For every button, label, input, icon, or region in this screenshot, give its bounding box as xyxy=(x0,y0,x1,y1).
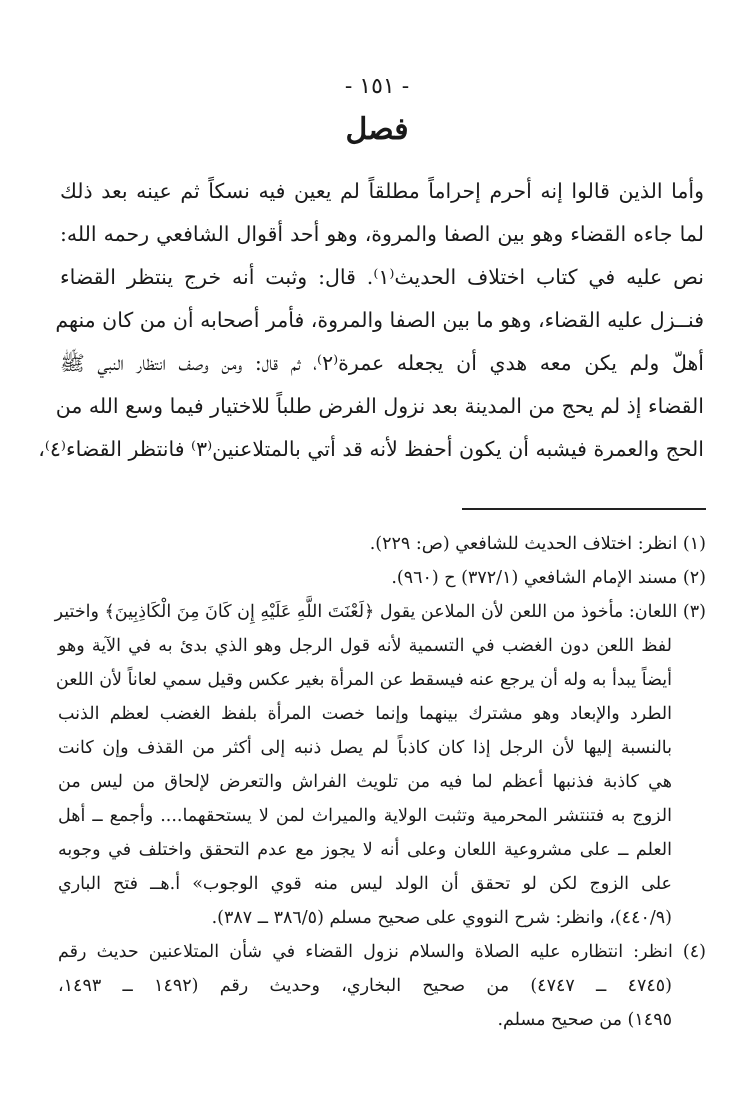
footnote-3: (٣) اللعان: مأخوذ من اللعن لأن الملاعن يقول ﴿لَعْنَتَ اللَّهِ عَلَيْهِ إِن كَانَ مِنَ الْكَاذِبِينَ﴾ واختير xyxy=(54,602,706,622)
footnote-separator xyxy=(462,508,706,510)
body-line: وأما الذين قالوا إنه أحرم إحراماً مطلقاً لم يعين فيه نسكاً ثم عينه بعد ذلك xyxy=(60,179,704,203)
body-line: الحج والعمرة فيشبه أن يكون أحفظ لأنه قد أتي بالمتلاعنين⁽٣⁾ فانتظر القضاء⁽٤⁾، xyxy=(38,437,704,461)
section-heading: فصل xyxy=(345,112,409,147)
footnote-3-line: الطرد والإبعاد وهو مشترك بينهما وإنما خصت المرأة بلفظ الغضب لعظم الذنب xyxy=(58,704,672,724)
footnote-3-line: هي كاذبة فذنبها أعظم لما فيه من تلويث الفراش والتعرض لإلحاق من ليس من xyxy=(58,772,672,792)
page-number: - ١٥١ - xyxy=(344,74,410,99)
footnote-4: (٤) انظر: انتظاره عليه الصلاة والسلام نزول القضاء في شأن المتلاعنين حديث رقم xyxy=(58,942,706,962)
footnote-3-line: بالنسبة إليها لأن الرجل إذا كان كاذباً لم يصل ذنبه إلى أكثر من القذف وإن كانت xyxy=(58,738,672,758)
footnote-3-line: على الزوج لكن لو تحقق أن الولد ليس منه قوي الوجوب» أ.هــ فتح الباري xyxy=(58,874,672,894)
footnote-3-line: (٤٤٠/٩)، وانظر: شرح النووي على صحيح مسلم (٣٨٦/٥ ــ ٣٨٧). xyxy=(211,908,672,928)
body-line: نص عليه في كتاب اختلاف الحديث⁽١⁾. قال: وثبت أنه خرج ينتظر القضاء xyxy=(60,265,704,289)
body-line: أهلّ ولم يكن معه هدي أن يجعله عمرة⁽٢⁾، ثم قال: ومن وصف انتظار النبي ﷺ xyxy=(60,351,704,375)
body-line: فنــزل عليه القضاء، وهو ما بين الصفا والمروة، فأمر أصحابه أن من كان منهم xyxy=(55,308,704,332)
footnote-3-line: أيضاً يبدأ به وله أن يرجع عنه فيسقط عن المرأة بغير عكس وقيل سمي لعاناً لأن اللعن xyxy=(55,670,672,690)
footnote-3-line: الزوج به فتنتشر المحرمية وتثبت الولاية والميراث لمن لا يستحقهما.... وأجمع ــ أهل xyxy=(58,806,672,826)
footnote-3-line: لفظ اللعن دون الغضب في التسمية لأنه قول الرجل وهو الذي بدئ به في الآية وهو xyxy=(58,636,672,656)
footnotes xyxy=(54,527,706,1037)
body-paragraph xyxy=(38,170,704,471)
footnote-4-line: (٤٧٤٥ ــ ٤٧٤٧) من صحيح البخاري، وحديث رقم (١٤٩٢ ــ ١٤٩٣، xyxy=(58,976,672,996)
body-line: لما جاءه القضاء وهو بين الصفا والمروة، وهو أحد أقوال الشافعي رحمه الله: xyxy=(60,222,704,246)
footnote-1: (١) انظر: اختلاف الحديث للشافعي (ص: ٢٢٩). xyxy=(369,534,706,554)
footnote-2: (٢) مسند الإمام الشافعي (٣٧٢/١) ح (٩٦٠). xyxy=(391,568,706,588)
footnote-4-line: ١٤٩٥) من صحيح مسلم. xyxy=(497,1010,672,1030)
footnote-3-line: العلم ــ على مشروعية اللعان وعلى أنه لا يجوز مع عدم التحقق واختلف في وجوبه xyxy=(58,840,672,860)
body-line: القضاء إذ لم يحج من المدينة بعد نزول الفرض طلباً للاختيار فيما وسع الله من xyxy=(55,394,704,418)
